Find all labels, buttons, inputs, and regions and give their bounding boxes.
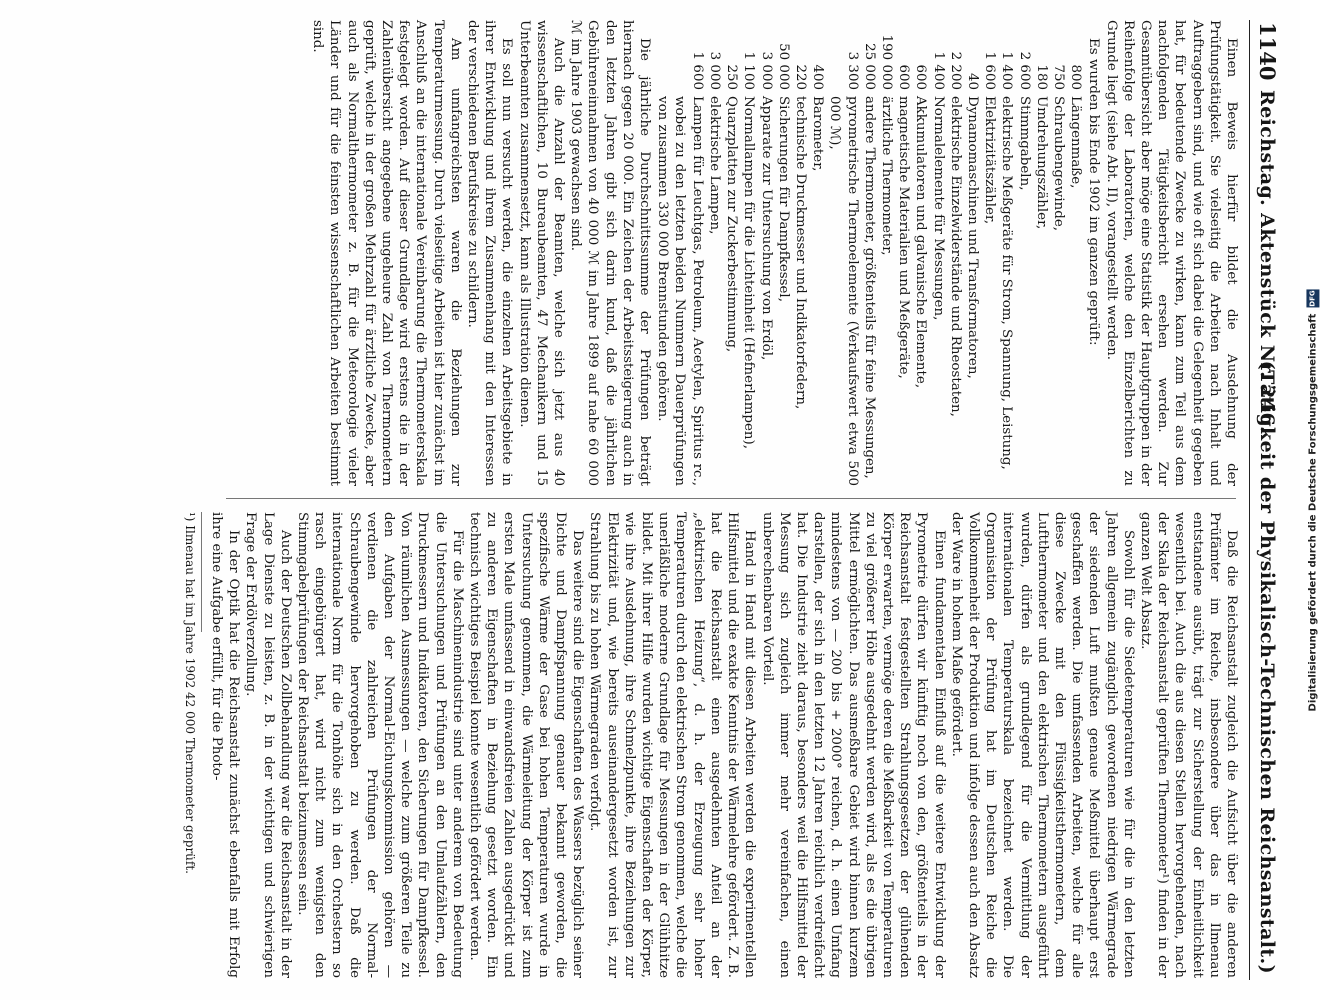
footnote: ¹) Ilmenau hat im Jahre 1902 42 000 Thermometer geprüft. <box>182 512 197 874</box>
list-item <box>1033 20 1050 486</box>
item-count: 800 <box>1068 64 1084 90</box>
list-item <box>1050 20 1067 486</box>
list-item <box>912 20 929 486</box>
item-count: 250 <box>724 64 740 90</box>
paragraph: In der Optik hat die Reichsanstalt zunächst ebenfalls mit Erfolg ihre eine Aufgabe erfüllt, für die Photo- <box>209 512 242 978</box>
item-count: 1 400 <box>930 51 946 90</box>
item-text: ärztliche Thermometer, <box>878 96 894 256</box>
item-count: 1 600 <box>689 51 705 90</box>
item-text: Lampen für Leuchtgas, Petroleum, Acetylen, Spiritus rc., wobei zu den letzten beiden Nummern Dauerprüfungen von zusammen 330 000 Brennstunden gehören. <box>655 96 705 486</box>
item-text: Elektrizitätszähler, <box>982 96 998 225</box>
item-text: Stimmgabeln, <box>1016 96 1032 191</box>
item-text: Sicherungen für Dampfkessel, <box>775 96 791 302</box>
paragraph: Daß die Reichsanstalt zugleich die Aufsicht über die anderen Prüfämter im Reiche, insbesondere über das in Ilmenau entstandene ausübt, trägt zur Sicherstellung der Einheitlichkeit wesentlich bei. Auch die aus diesen Stellen hervorgehenden, nach der Skala der Reichsanstalt geprüften Thermometer¹) finden in der ganzen Welt Absatz. <box>1137 512 1239 978</box>
paragraph: Auch der Deutschen Zollbehandlung war die Reichsanstalt in der Lage Dienste zu leisten, z. B. in der wichtigen und schwierigen Frage der Erdölverzollung. <box>243 512 293 978</box>
paragraph: Für die Maschinenindustrie sind unter anderem von Bedeutung die Untersuchungen und Prüfungen an den Umlaufzählern, den Druckmessern und Indikatoren, den Sicherungen für Dampfkessel. Von räumlichen Ausmessungen — welche zum größeren Teile zu den Aufgaben der Normal-Eichungskommission gehören — verdienen die zahlreichen Prüfungen der Normal-Schraubengewinde hervorgehoben zu werden. Daß die internationale Norm für die Tonhöhe sich in den Orchestern so rasch eingebürgert hat, wird nicht zum wenigsten den Stimmgabelprüfungen der Reichsanstalt beizumessen sein. <box>295 512 465 978</box>
list-item <box>861 20 878 486</box>
paragraph: Es wurden bis Ende 1902 im ganzen geprüft: <box>1086 38 1102 346</box>
list-item <box>826 20 860 486</box>
item-text: elektrische Einzelwiderstände und Rheostaten, <box>947 96 963 417</box>
item-count: 600 <box>896 64 912 90</box>
item-text: Akkumulatoren und galvanische Elemente, <box>913 96 929 389</box>
item-text: Quarzplatten zur Zuckerbestimmung, <box>724 96 740 353</box>
list-item <box>792 20 809 486</box>
list-item <box>998 20 1015 486</box>
left-column <box>309 20 1240 486</box>
page-content <box>22 20 1282 980</box>
item-text: Normallampen für die Lichteinheit (Hefnerlampen), <box>741 96 757 450</box>
list-item <box>947 20 964 486</box>
list-item <box>1067 20 1084 486</box>
item-count: 1 600 <box>982 51 998 90</box>
item-text: magnetische Materialien und Meßgeräte, <box>896 96 912 379</box>
paragraph: Einen Beweis hierfür bildet die Ausdehnung der Prüfungstätigkeit. Sie vielseitig die Arbeiten nach Inhalt und Auftraggebern sind, und wie oft sich dabei die Gelegenheit gegeben hat, für bedeutende Zwecke zu wirken, kann zum Teil aus dem nachfolgenden Tätigkeitsbericht ersehen werden. Zur Gesamtübersicht aber möge eine Statistik der Hauptgruppen in der Reihenfolge der Laboratorien, welche den Einzelberichten zu Grunde liegt (siehe Abt. II), vorangestellt werden. <box>1103 20 1239 486</box>
item-text: andere Thermometer, größtenteils für feine Messungen, <box>861 96 877 479</box>
tested-items-list <box>654 20 1084 486</box>
page-header <box>1249 20 1282 980</box>
item-count: 600 <box>913 64 929 90</box>
digitization-credit <box>1302 0 1324 1000</box>
list-item <box>775 20 792 486</box>
item-text: technische Druckmesser und Indikatorfedern, <box>792 96 808 410</box>
item-text: Schraubengewinde, <box>1050 96 1066 232</box>
list-item <box>809 20 826 486</box>
list-item <box>1015 20 1032 486</box>
footnote-rule <box>201 512 202 632</box>
item-count: 40 <box>964 72 980 90</box>
list-item <box>723 20 740 486</box>
list-item <box>654 20 706 486</box>
item-count: 1 400 <box>999 51 1015 90</box>
list-item <box>981 20 998 486</box>
header-right-title: (Tätigkeit der Physikalisch-Technischen Reichsanstalt.) <box>1256 360 1278 974</box>
item-count: 2 600 <box>1016 51 1032 90</box>
item-count: 2 200 <box>947 51 963 90</box>
item-count: 220 <box>792 64 808 90</box>
list-item <box>706 20 723 486</box>
list-item <box>740 20 757 486</box>
item-count: 3 300 <box>844 51 860 90</box>
item-count: 180 <box>1033 64 1049 90</box>
item-text: Längenmaße, <box>1068 96 1084 189</box>
item-count: 400 <box>810 64 826 90</box>
list-item <box>929 20 946 486</box>
item-count: 3 000 <box>706 51 722 90</box>
dfg-logo-icon: DFG <box>1307 289 1320 307</box>
item-text: Dynamomaschinen und Transformatoren, <box>964 96 980 379</box>
item-count: 25 000 <box>861 43 877 90</box>
item-text: pyrometrische Thermoelemente (Verkaufswert etwa 500 000 ℳ), <box>827 96 860 486</box>
list-item <box>964 20 981 486</box>
header-left-title: Reichstag. Aktenstück Nr. 246. <box>1256 90 1278 434</box>
item-count: 1 100 <box>741 51 757 90</box>
credit-text: Digitalisierung gefördert durch die Deutsche Forschungsgemeinschaft <box>1307 313 1319 711</box>
list-item <box>895 20 912 486</box>
paragraph: Hand in Hand mit diesen Arbeiten werden die experimentellen Hilfsmittel und die exakte Kenntnis der Wärmelehre gefördert. Z. B. hat die Reichsanstalt einen ausgedehnten Anteil an der „elektrischen Heizung“, d. h. der Erzeugung sehr hoher Temperaturen durch den elektrischen Strom genommen, welche die unerläßliche moderne Grundlage für Messungen in der Glühhitze bildet. Mit ihrer Hilfe wurden wichtige Eigenschaften der Körper, wie ihre Ausdehnung, ihre Schmelzpunkte, ihre Beziehungen zur Elektrizität und, wie bereits auseinandergesetzt worden ist, zur Strahlung bis zu hohen Wärmegraden verfolgt. <box>587 512 758 978</box>
paragraph: Einen fundamentalen Einfluß auf die weitere Entwicklung der Pyrometrie dürfen wir künftig noch von den, größtenteils in der Reichsanstalt festgestellten Strahlungsgesetzen der glühenden Körper erwarten, vermöge deren die Meßbarkeit von Temperaturen zu viel größerer Höhe ausgedehnt werden wird, als es die übrigen Mittel ermöglichten. Das ausmeßbare Gebiet wird binnen kurzem mindestens von — 200 bis + 2000° reichen, d. h. einen Umfang darstellen, der sich in den letzten 12 Jahren reichlich verdreifacht hat. Die Industrie zieht daraus, besonders weil die Hilfsmittel der Messung sich zugleich immer mehr vereinfachen, einen unberechenbaren Vorteil. <box>759 512 947 978</box>
item-text: Umdrehungszähler, <box>1033 96 1049 230</box>
item-text: Normalelemente für Messungen, <box>930 96 946 321</box>
column-divider <box>226 498 1236 499</box>
item-count: 190 000 <box>878 34 894 90</box>
right-column <box>182 512 1240 978</box>
item-text: Apparate zur Untersuchung von Erdöl, <box>758 96 774 361</box>
item-text: Barometer, <box>810 96 826 172</box>
paragraph: Das weitere sind die Eigenschaften des Wassers bezüglich seiner Dichte und Dampfspannung genauer bekannt geworden, die spezifische Wärme der Gase bei hohen Temperaturen wurde in Untersuchung genommen, die Wärmeleitung der Körper ist zum ersten Male umfassend in einwandsfreien Zahlen ausgedrückt und zu anderen Eigenschaften in Beziehung gesetzt worden. Ein technisch wichtiges Beispiel konnte wesentlich gefördert werden. <box>467 512 586 978</box>
list-item <box>878 20 895 486</box>
item-count: 3 000 <box>758 51 774 90</box>
paragraph: Sowohl für die Siedetemperaturen wie für die in den letzten Jahren allgemein zugänglich gewordenen niedrigen Wärmegrade der siedenden Luft mußten genaue Meßmittel überhaupt erst geschaffen werden. Die umfassenden Arbeiten, welche für alle diese Zwecke mit den Flüssigkeitsthermometern, dem Luftthermometer und den elektrischen Thermometern ausgeführt wurden, dürfen als grundlegend für die Vermittlung der internationalen Temperaturskala bezeichnet werden. Die Organisation der Prüfung hat im Deutschen Reiche die Vollkommenheit der Produktion und infolge dessen auch den Absatz der Ware in hohem Maße gefördert. <box>948 512 1136 978</box>
paragraph: Die jährliche Durchschnittssumme der Prüfungen beträgt hiernach gegen 20 000. Ein Zeichen der Arbeitssteigerung auch in den letzten Jahren gibt sich darin kund, daß die jährlichen Gebühreneinnahmen von 40 000 ℳ im Jahre 1899 auf nahe 60 000 ℳ im Jahre 1903 gewachsen sind. <box>568 20 653 486</box>
item-text: elektrische Meßgeräte für Strom, Spannung, Leistung, <box>999 96 1015 470</box>
item-count: 750 <box>1050 64 1066 90</box>
paragraph: Am umfangreichsten waren die Beziehungen zur Temperaturmessung. Durch vielseitige Arbeiten ist hier zunächst im Anschluß an die internationale Vereinbarung die Thermometerskala festgelegt worden. Auf dieser Grundlage wird erstens die in der Zahlenübersicht angegebene ungeheure Zahl von Thermometern geprüft, welche in der großen Mehrzahl für ärztliche Zwecke, aber auch als Normalthermometer z. B. für die Meteorologie vieler Länder und für die feinsten wissenschaftlichen Arbeiten bestimmt sind. <box>310 20 463 486</box>
paragraph: Auch die Anzahl der Beamten, welche sich jetzt aus 40 wissenschaftlichen, 10 Bureaubeamten, 47 Mechanikern und 15 Unterbeamten zusammensetzt, kann als Illustration dienen. <box>516 20 567 486</box>
item-count: 50 000 <box>775 43 791 90</box>
page-number: 1140 <box>1255 22 1280 81</box>
list-item <box>757 20 774 486</box>
item-text: elektrische Lampen, <box>706 96 722 235</box>
paragraph: Es soll nun versucht werden, die einzelnen Arbeitsgebiete in ihrer Entwicklung und ihrem Zusammenhang mit den Interessen der verschiedenen Berufskreise zu schildern. <box>465 20 515 486</box>
